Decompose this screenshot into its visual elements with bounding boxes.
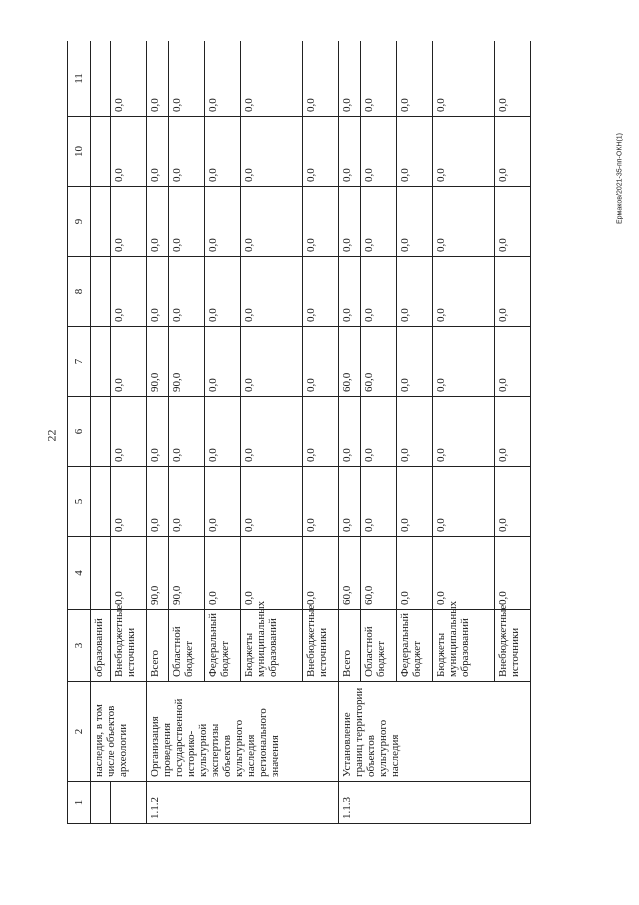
value-cell: 0,0 — [303, 187, 339, 257]
value-cell: 0,0 — [241, 187, 303, 257]
value-cell: 0,0 — [433, 257, 495, 327]
value-cell: 90,0 — [147, 537, 169, 610]
value-cell: 0,0 — [111, 467, 147, 537]
value-cell — [91, 257, 111, 327]
value-cell: 0,0 — [169, 187, 205, 257]
source-cell: Федеральный бюджет — [397, 610, 433, 682]
value-cell: 0,0 — [433, 537, 495, 610]
value-cell: 0,0 — [433, 41, 495, 117]
value-cell: 0,0 — [147, 467, 169, 537]
value-cell: 0,0 — [433, 327, 495, 397]
value-cell: 0,0 — [147, 117, 169, 187]
rotated-table-wrapper — [67, 41, 568, 824]
value-cell: 0,0 — [303, 257, 339, 327]
value-cell: 60,0 — [339, 327, 361, 397]
value-cell: 0,0 — [169, 467, 205, 537]
source-cell: Всего — [339, 610, 361, 682]
budget-table — [67, 41, 531, 824]
value-cell: 0,0 — [303, 537, 339, 610]
value-cell: 0,0 — [205, 467, 241, 537]
source-cell: Областной бюджет — [361, 610, 397, 682]
value-cell: 0,0 — [361, 467, 397, 537]
header-cell: 2 — [68, 682, 91, 782]
value-cell: 60,0 — [339, 537, 361, 610]
value-cell: 0,0 — [397, 327, 433, 397]
value-cell: 0,0 — [361, 117, 397, 187]
value-cell: 0,0 — [111, 537, 147, 610]
header-cell: 9 — [68, 187, 91, 257]
value-cell: 0,0 — [303, 397, 339, 467]
value-cell — [91, 327, 111, 397]
value-cell — [91, 537, 111, 610]
value-cell: 0,0 — [339, 117, 361, 187]
source-cell: Внебюджетные источники — [303, 610, 339, 682]
header-cell: 4 — [68, 537, 91, 610]
header-cell: 10 — [68, 117, 91, 187]
value-cell: 0,0 — [241, 467, 303, 537]
page-number: 22 — [44, 429, 59, 442]
row-number-cell — [91, 782, 111, 824]
header-cell: 5 — [68, 467, 91, 537]
value-cell: 0,0 — [241, 327, 303, 397]
value-cell: 0,0 — [205, 41, 241, 117]
row-number-cell — [111, 782, 147, 824]
value-cell: 0,0 — [495, 257, 531, 327]
value-cell: 0,0 — [111, 397, 147, 467]
value-cell: 0,0 — [205, 397, 241, 467]
source-cell: Бюджеты муниципальных образований — [241, 610, 303, 682]
value-cell: 0,0 — [205, 257, 241, 327]
table-body — [91, 41, 531, 824]
value-cell: 0,0 — [205, 117, 241, 187]
header-cell: 1 — [68, 782, 91, 824]
value-cell — [91, 41, 111, 117]
value-cell: 0,0 — [147, 187, 169, 257]
value-cell: 0,0 — [241, 537, 303, 610]
value-cell: 0,0 — [397, 41, 433, 117]
header-cell: 7 — [68, 327, 91, 397]
value-cell: 0,0 — [361, 187, 397, 257]
value-cell: 0,0 — [303, 117, 339, 187]
value-cell: 0,0 — [495, 327, 531, 397]
value-cell: 0,0 — [361, 41, 397, 117]
source-cell: Внебюджетные источники — [495, 610, 531, 682]
source-cell: Всего — [147, 610, 169, 682]
value-cell: 0,0 — [495, 187, 531, 257]
value-cell: 0,0 — [339, 41, 361, 117]
source-cell: Внебюджетные источники — [111, 610, 147, 682]
value-cell: 60,0 — [361, 327, 397, 397]
value-cell: 0,0 — [495, 467, 531, 537]
value-cell: 90,0 — [169, 537, 205, 610]
value-cell: 0,0 — [205, 537, 241, 610]
value-cell: 0,0 — [147, 41, 169, 117]
value-cell: 0,0 — [495, 397, 531, 467]
source-cell: Областной бюджет — [169, 610, 205, 682]
value-cell: 60,0 — [361, 537, 397, 610]
source-cell: Федеральный бюджет — [205, 610, 241, 682]
value-cell: 0,0 — [433, 187, 495, 257]
value-cell: 0,0 — [361, 257, 397, 327]
row-number-cell: 1.1.3 — [339, 782, 531, 824]
value-cell: 0,0 — [495, 537, 531, 610]
activity-cell: Организация проведения государственной историко-культурной экспертизы объектов культурного наследия регионального значения — [147, 682, 339, 782]
value-cell: 0,0 — [361, 397, 397, 467]
value-cell: 0,0 — [433, 467, 495, 537]
value-cell: 0,0 — [303, 327, 339, 397]
activity-cell: Установление границ территории объектов культурного наследия — [339, 682, 531, 782]
value-cell — [91, 397, 111, 467]
document-code: Ермаков/2021-35-пп-ОКН(1) — [616, 132, 624, 225]
value-cell: 0,0 — [205, 187, 241, 257]
value-cell: 0,0 — [111, 117, 147, 187]
value-cell — [91, 187, 111, 257]
header-cell: 3 — [68, 610, 91, 682]
value-cell: 0,0 — [169, 41, 205, 117]
header-cell: 11 — [68, 41, 91, 117]
value-cell — [91, 117, 111, 187]
value-cell: 0,0 — [303, 467, 339, 537]
value-cell: 0,0 — [397, 397, 433, 467]
value-cell: 0,0 — [339, 467, 361, 537]
header-cell: 6 — [68, 397, 91, 467]
value-cell — [91, 467, 111, 537]
table-row — [339, 41, 361, 824]
value-cell: 0,0 — [169, 257, 205, 327]
value-cell: 0,0 — [303, 41, 339, 117]
value-cell: 0,0 — [339, 397, 361, 467]
value-cell: 90,0 — [147, 327, 169, 397]
activity-cell: наследия, в том числе объектов археологии — [91, 682, 147, 782]
table-row — [147, 41, 169, 824]
value-cell: 0,0 — [147, 257, 169, 327]
value-cell: 0,0 — [169, 117, 205, 187]
value-cell: 0,0 — [433, 117, 495, 187]
value-cell: 0,0 — [241, 397, 303, 467]
value-cell: 0,0 — [169, 397, 205, 467]
value-cell: 0,0 — [339, 187, 361, 257]
value-cell: 0,0 — [397, 537, 433, 610]
value-cell: 0,0 — [397, 187, 433, 257]
value-cell: 0,0 — [111, 257, 147, 327]
row-number-cell: 1.1.2 — [147, 782, 339, 824]
value-cell: 0,0 — [339, 257, 361, 327]
value-cell: 0,0 — [241, 117, 303, 187]
value-cell: 0,0 — [495, 117, 531, 187]
value-cell: 0,0 — [111, 187, 147, 257]
value-cell: 0,0 — [433, 397, 495, 467]
value-cell: 90,0 — [169, 327, 205, 397]
value-cell: 0,0 — [241, 41, 303, 117]
header-row — [68, 41, 91, 824]
value-cell: 0,0 — [495, 41, 531, 117]
value-cell: 0,0 — [397, 257, 433, 327]
value-cell: 0,0 — [397, 467, 433, 537]
value-cell: 0,0 — [147, 397, 169, 467]
table-sheet — [67, 41, 568, 824]
source-cell: Бюджеты муниципальных образований — [433, 610, 495, 682]
header-cell: 8 — [68, 257, 91, 327]
value-cell: 0,0 — [111, 327, 147, 397]
source-cell: образований — [91, 610, 111, 682]
value-cell: 0,0 — [397, 117, 433, 187]
value-cell: 0,0 — [241, 257, 303, 327]
value-cell: 0,0 — [111, 41, 147, 117]
table-row — [91, 41, 111, 824]
value-cell: 0,0 — [205, 327, 241, 397]
